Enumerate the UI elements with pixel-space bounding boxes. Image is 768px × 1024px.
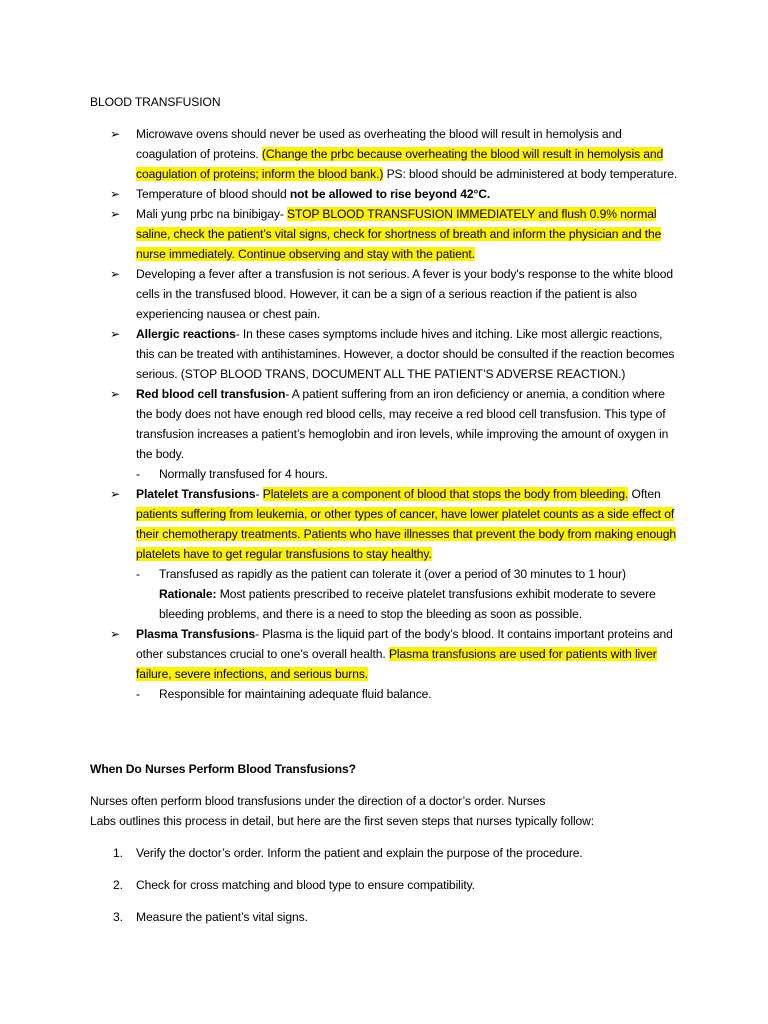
text-segment: Often — [628, 487, 661, 501]
arrow-bullet-icon: ➢ — [110, 267, 120, 281]
step-item — [0, 843, 768, 863]
step-number: 2. — [113, 878, 123, 892]
bullet-item — [0, 484, 768, 564]
highlighted-text: STOP BLOOD TRANSFUSION IMMEDIATELY and flush 0.9% normal saline, check the patient’s vital signs, check for shortness of breath and inform the physician and the nurse immediately. Continue observing and stay with the patient. — [136, 207, 662, 261]
bold-text: Plasma Transfusions — [136, 627, 256, 641]
highlighted-text: Platelets are a component of blood that stops the body from bleeding. — [262, 487, 629, 501]
intro-paragraph — [90, 791, 690, 831]
bullet-item — [0, 184, 768, 204]
bullet-item — [0, 204, 768, 264]
highlighted-text: Plasma transfusions are used for patients with liver failure, severe infections, and serious burns. — [136, 647, 657, 681]
arrow-bullet-icon: ➢ — [110, 627, 120, 641]
bold-text: Rationale: — [159, 587, 217, 601]
steps-list — [0, 843, 768, 939]
text-segment: PS: blood should be administered at body temperature. — [383, 167, 678, 181]
step-item — [0, 907, 768, 927]
text-segment: Responsible for maintaining adequate fluid balance. — [159, 687, 432, 701]
text-segment: Mali yung prbc na binibigay- — [136, 207, 288, 221]
highlighted-text: (Change the prbc because overheating the blood will result in hemolysis and coagulation of proteins; inform the blood bank.) — [136, 147, 664, 181]
dash-bullet-icon: - — [136, 467, 140, 481]
arrow-bullet-icon: ➢ — [110, 187, 120, 201]
text-segment: Normally transfused for 4 hours. — [159, 467, 328, 481]
bold-text: Red blood cell transfusion — [136, 387, 286, 401]
text-segment: - — [255, 487, 263, 501]
bold-text: not be allowed to rise beyond 42°C. — [289, 187, 491, 201]
text-segment: - Plasma is the liquid part of the body’s blood. It contains important proteins and other substances crucial to one’s overall health. — [136, 627, 673, 661]
dash-bullet-icon: - — [136, 567, 140, 581]
dash-bullet-icon: - — [136, 687, 140, 701]
arrow-bullet-icon: ➢ — [110, 487, 120, 501]
bullet-item — [0, 264, 768, 324]
arrow-bullet-icon: ➢ — [110, 387, 120, 401]
step-item — [0, 875, 768, 895]
section-heading: When Do Nurses Perform Blood Transfusions? — [90, 762, 356, 776]
arrow-bullet-icon: ➢ — [110, 127, 120, 141]
arrow-bullet-icon: ➢ — [110, 327, 120, 341]
text-segment: - A patient suffering from an iron deficiency or anemia, a condition where the body does not have enough red blood cells, may receive a red blood cell transfusion. This type of transfusion increases a patient’s hemoglobin and iron levels, while improving the amount of oxygen in the body. — [136, 387, 669, 461]
arrow-bullet-icon: ➢ — [110, 207, 120, 221]
text-segment: Most patients prescribed to receive platelet transfusions exhibit moderate to severe bleeding problems, and there is a need to stop the bleeding as soon as possible. — [159, 587, 656, 621]
step-number: 1. — [113, 846, 123, 860]
step-text: Measure the patient’s vital signs. — [136, 910, 308, 924]
sub-bullet-item — [0, 564, 768, 624]
intro-line-1: Nurses often perform blood transfusions under the direction of a doctor’s order. Nurses — [90, 794, 546, 808]
bullet-item — [0, 324, 768, 384]
bold-text: Platelet Transfusions — [136, 487, 256, 501]
sub-bullet-item — [0, 464, 768, 484]
bullet-item — [0, 124, 768, 184]
bullet-item — [0, 384, 768, 464]
step-text: Verify the doctor’s order. Inform the patient and explain the purpose of the procedure. — [136, 846, 583, 860]
bold-text: Allergic reactions — [136, 327, 236, 341]
intro-line-2: Labs outlines this process in detail, but here are the first seven steps that nurses typically follow: — [90, 814, 595, 828]
highlighted-text: patients suffering from leukemia, or other types of cancer, have lower platelet counts as a side effect of their chemotherapy treatments. Patients who have illnesses that prevent the body from making enough platelets have to get regular transfusions to stay healthy. — [136, 507, 677, 561]
text-segment: Transfused as rapidly as the patient can tolerate it (over a period of 30 minutes to 1 hour) — [159, 567, 626, 581]
step-number: 3. — [113, 910, 123, 924]
text-segment: - In these cases symptoms include hives and itching. Like most allergic reactions, this can be treated with antihistamines. However, a doctor should be consulted if the reaction becomes serious. (STOP BLOOD TRANS, DOCUMENT ALL THE PATIENT’S ADVERSE REACTION.) — [136, 327, 675, 381]
bullet-list — [0, 124, 768, 704]
step-text: Check for cross matching and blood type to ensure compatibility. — [136, 878, 475, 892]
bullet-item — [0, 624, 768, 684]
text-segment: Developing a fever after a transfusion is not serious. A fever is your body's response to the white blood cells in the transfused blood. However, it can be a sign of a serious reaction if the patient is also experiencing nausea or chest pain. — [136, 267, 674, 321]
sub-bullet-item — [0, 684, 768, 704]
text-segment: Temperature of blood should — [136, 187, 290, 201]
text-segment: Microwave ovens should never be used as overheating the blood will result in hemolysis and coagulation of proteins. — [136, 127, 622, 161]
document-title: BLOOD TRANSFUSION — [90, 95, 221, 109]
